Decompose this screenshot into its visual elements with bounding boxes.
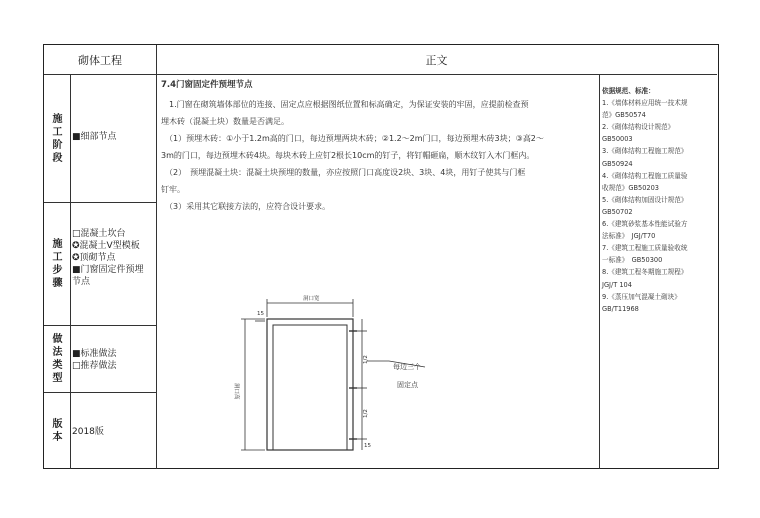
- column-divider-left: [156, 45, 157, 469]
- row-label-stage: 施 工 阶 段: [52, 113, 63, 164]
- label-note-line2: 固定点: [397, 381, 418, 389]
- row-content-stage: [72, 131, 156, 143]
- reference-item: 7.《建筑工程施工质量验收统: [602, 244, 688, 253]
- reference-item: 3.《砌体结构工程施工规范》: [602, 147, 688, 156]
- reference-item: 2.《砌体结构设计规范》: [602, 123, 675, 132]
- label-dim-top: 15: [257, 311, 264, 317]
- reference-item: 1.《墙体材料应用统一技术规: [602, 99, 688, 108]
- paragraph-line: 3m的门口，每边预埋木砖4块。每块木砖上应钉2根长10cm的钉子，将钉帽砸扁，顺木纹钉入木门框内。: [161, 151, 535, 160]
- references-title: 依据规范、标准：: [602, 87, 655, 95]
- label-dim-bottom: 15: [364, 443, 371, 449]
- list-item: 节点: [72, 277, 91, 287]
- label-note-line1: 每边三个: [393, 363, 421, 371]
- list-item: ✪混凝土V型模板: [72, 241, 140, 251]
- list-item: □混凝土坎台: [72, 229, 126, 239]
- label-dim-mid-b: 1/2: [363, 409, 369, 418]
- section-title: 7.4门窗固定件预埋节点: [161, 80, 253, 90]
- reference-item: 一标准》 GB50300: [602, 256, 663, 265]
- references-column: [602, 85, 716, 315]
- door-frame-diagram: [229, 291, 459, 456]
- row-label-steps: 施 工 步 骤: [52, 239, 63, 289]
- reference-item: 范》GB50574: [602, 111, 646, 120]
- list-item: ✪顶砌节点: [72, 253, 116, 263]
- reference-item: 4.《砌体结构工程施工质量验: [602, 171, 688, 180]
- row-content-method-type: [72, 348, 156, 372]
- list-item: □推荐做法: [72, 361, 117, 371]
- row-label-version: 版 本: [52, 419, 63, 443]
- row-content-version: [72, 426, 156, 438]
- row-content-steps: [72, 228, 156, 288]
- label-dim-mid-a: 1/2: [363, 355, 369, 364]
- reference-item: 8.《建筑工程冬期施工规程》: [602, 268, 688, 277]
- list-item: ■标准做法: [72, 349, 117, 359]
- paragraph-line: 埋木砖（混凝土块）数量是否满足。: [161, 117, 289, 126]
- reference-item: 6.《建筑砂浆基本性能试验方: [602, 220, 688, 229]
- paragraph-line: （3）采用其它联接方法的，应符合设计要求。: [161, 202, 331, 211]
- list-item: ■门窗固定件预埋: [72, 265, 144, 275]
- document-page: [43, 44, 719, 469]
- paragraph-line: （1）预埋木砖：①小于1.2m高的门口，每边预埋两块木砖；②1.2～2m门口，每边预埋木砖3块；③高2～: [161, 134, 544, 143]
- reference-item: 法标准》 JGJ/T70: [602, 232, 656, 241]
- header-left-title: 砌体工程: [78, 54, 122, 67]
- reference-item: 5.《砌体结构加固设计规范》: [602, 195, 688, 204]
- paragraph-line: （2） 预埋混凝土块：混凝土块预埋的数量，亦应按照门口高度设2块、3块、4块，用钉子使其与门框: [161, 168, 526, 177]
- main-content: [161, 78, 598, 215]
- paragraph-line: 钉牢。: [161, 185, 185, 194]
- reference-item: GB50924: [602, 159, 633, 168]
- header-main-title: 正文: [425, 54, 448, 67]
- column-divider-right: [599, 74, 600, 469]
- paragraph-line: 1.门窗在砌筑墙体部位的连接、固定点应根据图纸位置和标高确定，为保证安装的牢固，应提前检查预: [161, 100, 529, 109]
- reference-item: GB/T11968: [602, 304, 639, 313]
- label-opening-width: 洞口宽: [303, 296, 320, 302]
- list-item: ■细部节点: [72, 132, 117, 142]
- row-label-method-type: 做 法 类 型: [52, 334, 63, 384]
- reference-item: 收规范》GB50203: [602, 183, 659, 192]
- reference-item: GB50702: [602, 207, 633, 216]
- label-opening-height: 洞口高: [233, 383, 239, 400]
- reference-item: 9.《蒸压加气混凝土砌块》: [602, 292, 681, 301]
- reference-item: JGJ/T 104: [602, 280, 632, 289]
- reference-item: GB50003: [602, 135, 633, 144]
- list-item: 2018版: [72, 427, 104, 437]
